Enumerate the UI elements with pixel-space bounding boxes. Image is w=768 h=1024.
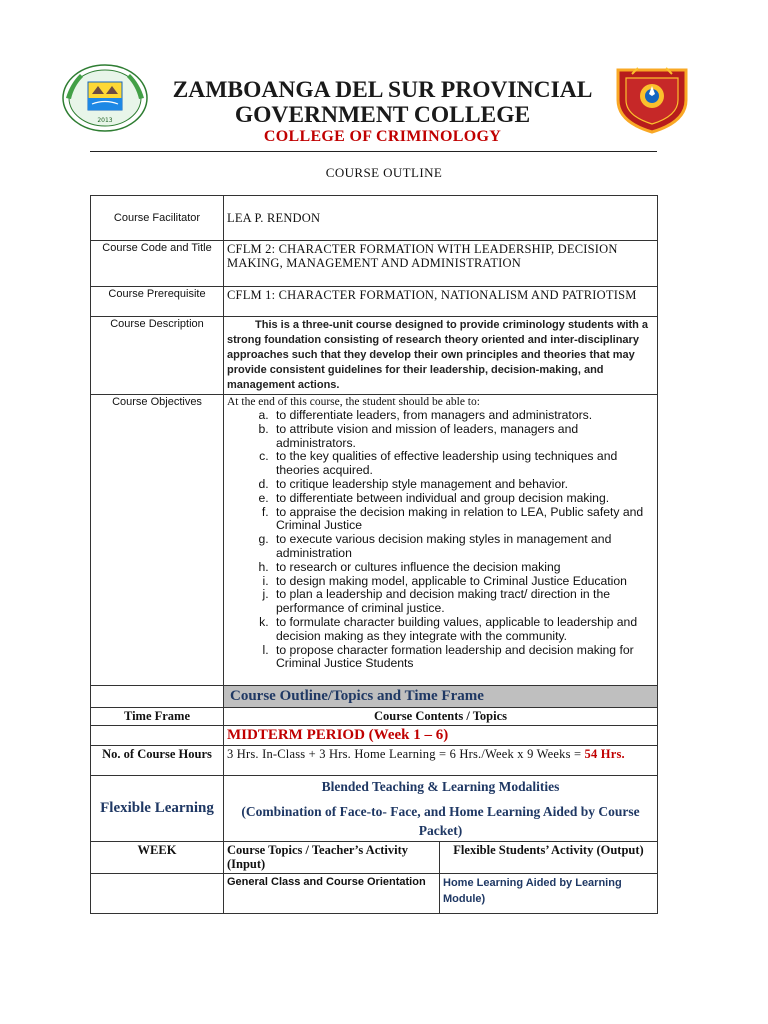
blended-line2: (Combination of Face-to- Face, and Home Learning Aided by Course Packet) bbox=[241, 804, 640, 839]
seal-year: 2013 bbox=[97, 117, 113, 124]
prerequisite-label: Course Prerequisite bbox=[91, 287, 224, 317]
course-outline-table bbox=[90, 195, 658, 914]
output-head: Flexible Students’ Activity (Output) bbox=[440, 842, 658, 874]
hours-text: 3 Hrs. In-Class + 3 Hrs. Home Learning = 6 Hrs./Week x 9 Weeks = bbox=[227, 747, 582, 762]
objective-item: i. to design making model, applicable to Criminal Justice Education bbox=[272, 575, 654, 589]
contents-head: Course Contents / Topics bbox=[224, 708, 658, 726]
college-name bbox=[145, 78, 620, 128]
objective-item: a. to differentiate leaders, from managers and administrators. bbox=[272, 409, 654, 423]
facilitator-label: Course Facilitator bbox=[91, 196, 224, 241]
row-midterm bbox=[91, 726, 658, 746]
row-column-heads bbox=[91, 708, 658, 726]
description-label: Course Description bbox=[91, 317, 224, 395]
objective-item: h. to research or cultures influence the decision making bbox=[272, 561, 654, 575]
row-facilitator bbox=[91, 196, 658, 241]
objective-item: e. to differentiate between individual and group decision making. bbox=[272, 492, 654, 506]
row-week-heads bbox=[91, 842, 658, 874]
department-name: COLLEGE OF CRIMINOLOGY bbox=[263, 128, 502, 145]
objective-item: b. to attribute vision and mission of leaders, managers and administrators. bbox=[272, 423, 654, 451]
row-week-1 bbox=[91, 874, 658, 914]
objectives-intro: At the end of this course, the student should be able to: bbox=[227, 396, 480, 408]
row-code-title bbox=[91, 241, 658, 287]
week1-output: Home Learning Aided by Learning Module) bbox=[440, 874, 658, 914]
row-section-head bbox=[91, 686, 658, 708]
objective-item: g. to execute various decision making styles in management and administration bbox=[272, 533, 654, 561]
objective-item: l. to propose character formation leadership and decision making for Criminal Justice Students bbox=[272, 644, 654, 672]
objective-item: j. to plan a leadership and decision making tract/ direction in the performance of criminal justice. bbox=[272, 588, 654, 616]
hours-label: No. of Course Hours bbox=[91, 746, 224, 776]
college-name-line2: GOVERNMENT COLLEGE bbox=[234, 102, 531, 128]
code-title-label: Course Code and Title bbox=[91, 241, 224, 287]
row-hours bbox=[91, 746, 658, 776]
facilitator-value: LEA P. RENDON bbox=[224, 196, 658, 241]
code-title-value: CFLM 2: CHARACTER FORMATION WITH LEADERSHIP, DECISION MAKING, MANAGEMENT AND ADMINISTRATION bbox=[224, 241, 658, 287]
flexible-learning-label: Flexible Learning bbox=[91, 776, 224, 842]
college-seal-logo bbox=[62, 64, 148, 132]
row-flexible bbox=[91, 776, 658, 842]
objective-item: c. to the key qualities of effective leadership using techniques and theories acquired. bbox=[272, 450, 654, 478]
outline-title: COURSE OUTLINE bbox=[325, 165, 443, 180]
objectives-list bbox=[227, 409, 654, 671]
objective-item: f. to appraise the decision making in relation to LEA, Public safety and Criminal Justice bbox=[272, 506, 654, 534]
midterm-period: MIDTERM PERIOD (Week 1 – 6) bbox=[224, 726, 658, 746]
prerequisite-value: CFLM 1: CHARACTER FORMATION, NATIONALISM AND PATRIOTISM bbox=[224, 287, 658, 317]
topics-section-title: Course Outline/Topics and Time Frame bbox=[224, 686, 658, 708]
week1-input: General Class and Course Orientation bbox=[224, 874, 440, 914]
objective-item: k. to formulate character building values, applicable to leadership and decision making as they integrate with the community. bbox=[272, 616, 654, 644]
description-value: This is a three-unit course designed to provide criminology students with a strong foundation consisting of research theory oriented and inter-disciplinary approaches such that they develop their own principles and theories that may provide consistent guidelines for their leadership, decision-making, and management actions. bbox=[224, 317, 658, 395]
objectives-label: Course Objectives bbox=[91, 395, 224, 686]
input-head: Course Topics / Teacher’s Activity (Input) bbox=[224, 842, 440, 874]
row-prerequisite bbox=[91, 287, 658, 317]
header-divider bbox=[90, 151, 657, 152]
objective-item: d. to critique leadership style management and behavior. bbox=[272, 478, 654, 492]
row-description bbox=[91, 317, 658, 395]
document-header bbox=[0, 0, 768, 190]
week-head: WEEK bbox=[91, 842, 224, 874]
college-name-line1: ZAMBOANGA DEL SUR PROVINCIAL bbox=[172, 77, 593, 103]
criminology-shield-logo bbox=[614, 64, 690, 134]
time-frame-head: Time Frame bbox=[91, 708, 224, 726]
row-objectives bbox=[91, 395, 658, 686]
hours-total: 54 Hrs. bbox=[584, 747, 625, 762]
blended-line1: Blended Teaching & Learning Modalities bbox=[321, 779, 560, 795]
